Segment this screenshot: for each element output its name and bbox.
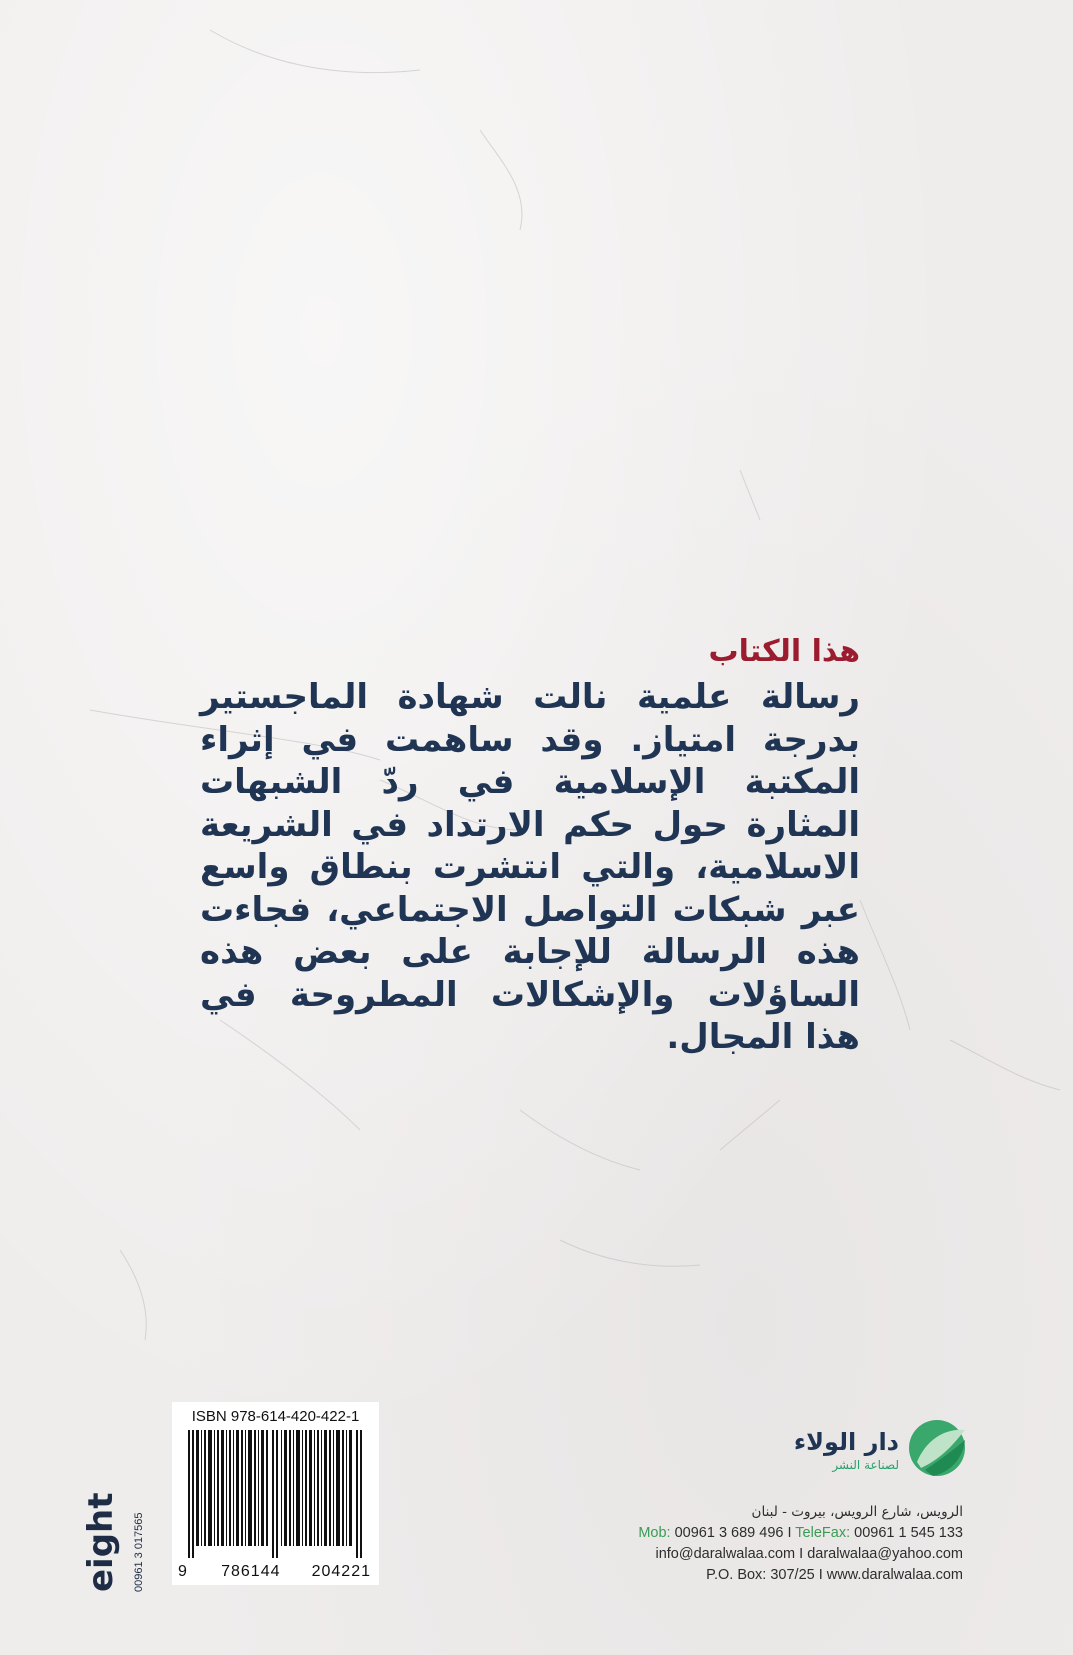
publisher-contact	[583, 1502, 963, 1586]
mob-label: Mob:	[638, 1525, 671, 1541]
barcode-digit-group-left: 786144	[221, 1563, 281, 1580]
description-heading: هذا الكتاب	[708, 634, 860, 669]
email-line: info@daralwalaa.com I daralwalaa@yahoo.com	[655, 1546, 963, 1562]
book-description	[200, 632, 860, 1059]
mob-number: 00961 3 689 496	[674, 1525, 784, 1541]
phone-separator: I	[787, 1525, 792, 1541]
isbn-barcode	[172, 1402, 379, 1585]
eight-logo-icon	[78, 1484, 148, 1594]
barcode-bars	[184, 1430, 368, 1558]
telefax-number: 00961 1 545 133	[854, 1525, 963, 1541]
printer-name: eight	[81, 1492, 121, 1592]
description-text: رسالة علمية نالت شهادة الماجستير بدرجة امتياز. وقد ساهمت في إثراء المكتبة الإسلامية في ردّ الشبهات المثارة حول حكم الارتداد في الشريعة الاسلامية، والتي انتشرت بنطاق واسع عبر شبكات التواصل الاجتماعي، فجاءت هذه الرسالة للإجابة على بعض هذه الساؤلات والإشكالات المطروحة في هذا المجال.	[200, 677, 860, 1057]
barcode-digits	[172, 1563, 379, 1581]
printer-phone: 00961 3 017565	[133, 1512, 145, 1592]
isbn-number: ISBN 978-614-420-422-1	[191, 1408, 360, 1425]
publisher-brand	[729, 1418, 969, 1488]
publisher-tagline: لصناعة النشر	[832, 1458, 899, 1472]
telefax-label: TeleFax:	[795, 1525, 851, 1541]
publisher-name: دار الولاء	[793, 1428, 899, 1456]
barcode-digit-group-right: 204221	[311, 1563, 371, 1580]
printer-logo	[78, 1484, 148, 1594]
phone-line	[583, 1523, 963, 1544]
barcode-lead-digit: 9	[178, 1563, 187, 1580]
pobox-web-line: P.O. Box: 307/25 I www.daralwalaa.com	[706, 1567, 963, 1583]
publisher-leaf-logo-icon	[907, 1418, 969, 1480]
publisher-address: الرويس، شارع الرويس، بيروت - لبنان	[751, 1504, 963, 1520]
